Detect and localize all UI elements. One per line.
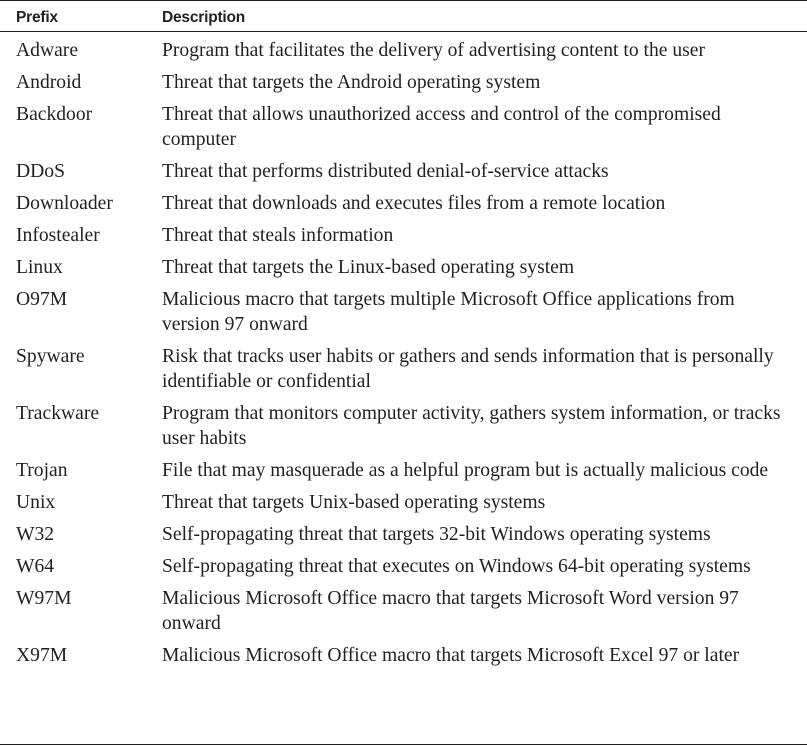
description-cell: Malicious Microsoft Office macro that targets Microsoft Word version 97 onward: [162, 588, 739, 634]
prefix-column-header: Prefix: [16, 9, 58, 26]
description-cell: File that may masquerade as a helpful program but is actually malicious code: [162, 460, 769, 481]
table-row: [0, 455, 807, 487]
description-cell: Threat that targets the Linux-based operating system: [162, 257, 575, 278]
description-column-header: Description: [162, 9, 246, 26]
prefix-cell: Linux: [16, 257, 63, 278]
prefix-cell: Android: [16, 72, 82, 93]
table-header-row: [0, 1, 807, 32]
prefix-cell: DDoS: [16, 161, 65, 182]
table-row: [0, 67, 807, 99]
table-row: [0, 156, 807, 188]
prefix-cell: Downloader: [16, 193, 113, 214]
description-cell: Risk that tracks user habits or gathers and sends information that is personally identifiable or confidential: [162, 346, 774, 392]
prefix-cell: Infostealer: [16, 225, 100, 246]
prefix-cell: W97M: [16, 588, 72, 609]
prefix-cell: O97M: [16, 289, 68, 310]
table-row: [0, 487, 807, 519]
prefix-cell: W64: [16, 556, 55, 577]
table-row: [0, 284, 807, 341]
description-cell: Threat that downloads and executes files from a remote location: [162, 193, 666, 214]
description-cell: Threat that performs distributed denial-of-service attacks: [162, 161, 609, 182]
table-row: [0, 551, 807, 583]
description-cell: Threat that steals information: [162, 225, 394, 246]
description-cell: Program that facilitates the delivery of advertising content to the user: [162, 40, 706, 61]
prefix-cell: Adware: [16, 40, 79, 61]
description-cell: Self-propagating threat that executes on Windows 64-bit operating systems: [162, 556, 751, 577]
threat-prefix-table: [0, 1, 807, 672]
table-row: [0, 640, 807, 672]
prefix-cell: Backdoor: [16, 104, 93, 125]
prefix-cell: Spyware: [16, 346, 85, 367]
table-row: [0, 519, 807, 551]
table-row: [0, 188, 807, 220]
description-cell: Malicious Microsoft Office macro that targets Microsoft Excel 97 or later: [162, 645, 740, 666]
prefix-cell: Unix: [16, 492, 56, 513]
description-cell: Program that monitors computer activity, gathers system information, or tracks user habits: [162, 403, 781, 449]
prefix-cell: W32: [16, 524, 55, 545]
prefix-cell: Trojan: [16, 460, 68, 481]
description-cell: Threat that targets the Android operating system: [162, 72, 541, 93]
table-row: [0, 220, 807, 252]
prefix-cell: X97M: [16, 645, 68, 666]
table-row: [0, 99, 807, 156]
description-cell: Threat that allows unauthorized access and control of the compromised computer: [162, 104, 721, 150]
description-cell: Threat that targets Unix-based operating systems: [162, 492, 546, 513]
table-row: [0, 583, 807, 640]
description-cell: Self-propagating threat that targets 32-bit Windows operating systems: [162, 524, 711, 545]
table-row: [0, 32, 807, 68]
table-body: [0, 32, 807, 673]
table-row: [0, 252, 807, 284]
description-cell: Malicious macro that targets multiple Microsoft Office applications from version 97 onward: [162, 289, 735, 335]
prefix-cell: Trackware: [16, 403, 100, 424]
table-row: [0, 341, 807, 398]
table-row: [0, 398, 807, 455]
